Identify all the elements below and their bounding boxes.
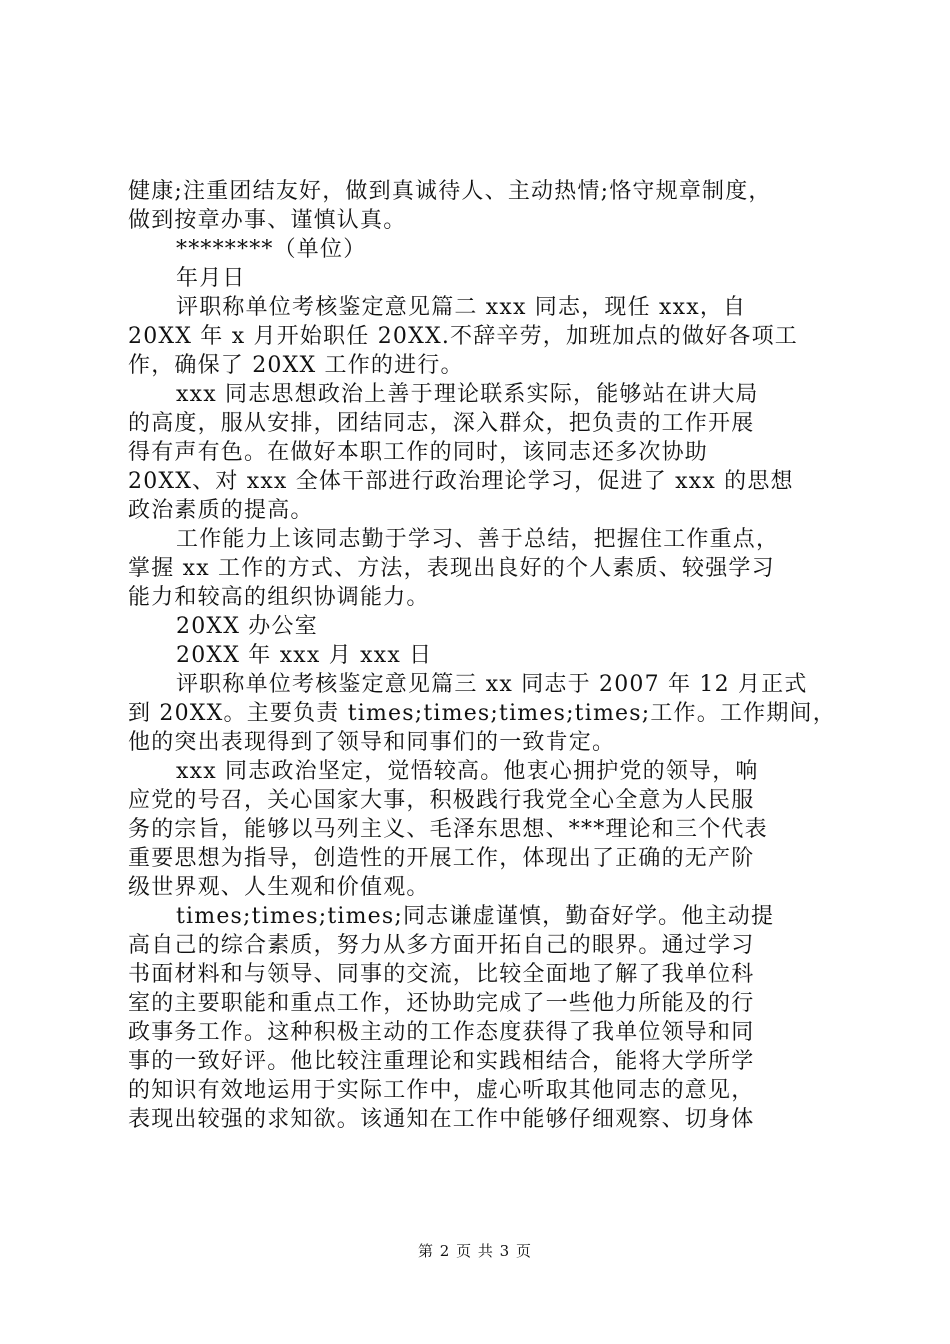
text-line: 书面材料和与领导、同事的交流，比较全面地了解了我单位科 — [128, 962, 755, 987]
text-line: 到 20XX。主要负责 times;times;times;times;工作。工作期间， — [128, 701, 836, 726]
text-line: 做到按章办事、谨慎认真。 — [128, 208, 407, 233]
text-line: ********（单位） — [176, 237, 367, 262]
text-line: xxx 同志政治坚定，觉悟较高。他衷心拥护党的领导，响 — [176, 759, 759, 784]
text-line: 掌握 xx 工作的方式、方法，表现出良好的个人素质、较强学习 — [128, 556, 775, 581]
text-line: 他的突出表现得到了领导和同事们的一致肯定。 — [128, 730, 616, 755]
text-line: 应党的号召，关心国家大事，积极践行我党全心全意为人民服 — [128, 788, 755, 813]
text-line: 务的宗旨，能够以马列主义、毛泽东思想、***理论和三个代表 — [128, 817, 768, 842]
text-line: 室的主要职能和重点工作，还协助完成了一些他力所能及的行 — [128, 991, 755, 1016]
document-body — [128, 177, 838, 1134]
text-line: 级世界观、人生观和价值观。 — [128, 875, 430, 900]
text-line: 健康;注重团结友好，做到真诚待人、主动热情;恪守规章制度， — [128, 179, 772, 204]
text-line: 20XX 年 xxx 月 xxx 日 — [176, 643, 433, 668]
text-line: 的高度，服从安排，团结同志，深入群众，把负责的工作开展 — [128, 411, 755, 436]
text-line: 高自己的综合素质，努力从多方面开拓自己的眼界。通过学习 — [128, 933, 755, 958]
text-line: 20XX 办公室 — [176, 614, 318, 639]
text-line: 年月日 — [176, 266, 246, 291]
text-line: 重要思想为指导，创造性的开展工作，体现出了正确的无产阶 — [128, 846, 755, 871]
text-line: 能力和较高的组织协调能力。 — [128, 585, 430, 610]
text-line: xxx 同志思想政治上善于理论联系实际，能够站在讲大局 — [176, 382, 759, 407]
text-line: 的知识有效地运用于实际工作中，虚心听取其他同志的意见， — [128, 1078, 755, 1103]
text-line: times;times;times;同志谦虚谨慎，勤奋好学。他主动提 — [176, 904, 775, 929]
text-line: 评职称单位考核鉴定意见篇二 xxx 同志，现任 xxx，自 — [176, 295, 747, 320]
text-line: 表现出较强的求知欲。该通知在工作中能够仔细观察、切身体 — [128, 1107, 755, 1132]
text-line: 工作能力上该同志勤于学习、善于总结，把握住工作重点， — [176, 527, 780, 552]
text-line: 作，确保了 20XX 工作的进行。 — [128, 353, 464, 378]
text-line: 20XX 年 x 月开始职任 20XX.不辞辛劳，加班加点的做好各项工 — [128, 324, 799, 349]
text-line: 得有声有色。在做好本职工作的同时，该同志还多次协助 — [128, 440, 709, 465]
text-line: 事的一致好评。他比较注重理论和实践相结合，能将大学所学 — [128, 1049, 755, 1074]
text-line: 评职称单位考核鉴定意见篇三 xx 同志于 2007 年 12 月正式 — [176, 672, 808, 697]
text-line: 20XX、对 xxx 全体干部进行政治理论学习，促进了 xxx 的思想 — [128, 469, 794, 494]
page-footer: 第 2 页 共 3 页 — [418, 1242, 532, 1260]
text-line: 政事务工作。这种积极主动的工作态度获得了我单位领导和同 — [128, 1020, 755, 1045]
text-line: 政治素质的提高。 — [128, 498, 314, 523]
